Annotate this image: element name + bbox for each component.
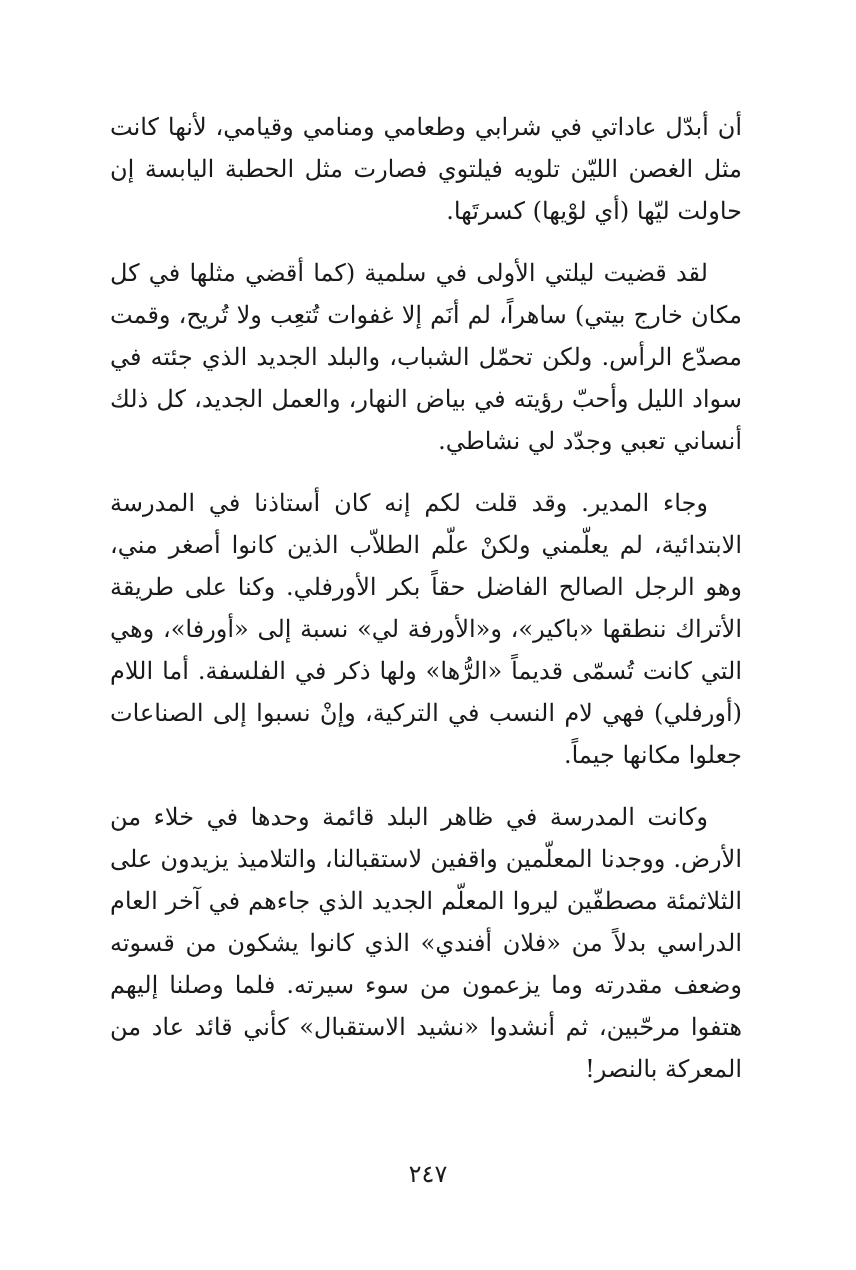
paragraph-4: وكانت المدرسة في ظاهر البلد قائمة وحدها في خلاء من الأرض. ووجدنا المعلّمين واقفين لاستقبالنا، والتلاميذ يزيدون على الثلاثمئة مصطفّين ليروا المعلّم الجديد الذي جاءهم في آخر العام الدراسي بدلاً من «فلان أفندي» الذي كانوا يشكون من قسوته وضعف مقدرته وما يزعمون من سوء سيرته. فلما وصلنا إليهم هتفوا مرحّبين، ثم أنشدوا «نشيد الاستقبال» كأني قائد عاد من المعركة بالنصر! (110, 803, 743, 1083)
paragraph-2: لقد قضيت ليلتي الأولى في سلمية (كما أقضي مثلها في كل مكان خارج بيتي) ساهراً، لم أنَم إلا غفوات تُتعِب ولا تُريح، وقمت مصدّع الرأس. ولكن تحمّل الشباب، والبلد الجديد الذي جئته في سواد الليل وأحبّ رؤيته في بياض النهار، والعمل الجديد، كل ذلك أنساني تعبي وجدّد لي نشاطي. (110, 259, 742, 455)
body-text (110, 106, 742, 1110)
paragraph-1: أن أبدّل عاداتي في شرابي وطعامي ومنامي وقيامي، لأنها كانت مثل الغصن الليّن تلويه فيلتوي فصارت مثل الحطبة اليابسة إن حاولت ليّها (أي لوْيها) كسرتَها. (110, 113, 743, 225)
paragraph-3: وجاء المدير. وقد قلت لكم إنه كان أستاذنا في المدرسة الابتدائية، لم يعلّمني ولكنْ علّم الطلاّب الذين كانوا أصغر مني، وهو الرجل الصالح الفاضل حقاً بكر الأورفلي. وكنا على طريقة الأتراك ننطقها «باكير»، و«الأورفة لي» نسبة إلى «أورفا»، وهي التي كانت تُسمّى قديماً «الرُّها» ولها ذكر في الفلسفة. أما اللام (أورفلي) فهي لام النسب في التركية، وإنْ نسبوا إلى الصناعات جعلوا مكانها جيماً. (110, 489, 742, 769)
page-number: ٢٤٧ (408, 1160, 448, 1188)
